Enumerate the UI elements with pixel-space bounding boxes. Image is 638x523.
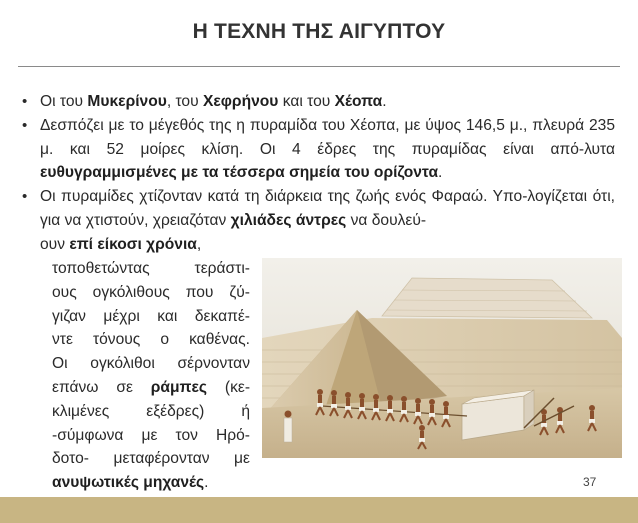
page-title: Η ΤΕΧΝΗ ΤΗΣ ΑΙΓΥΠΤΟΥ (192, 20, 446, 43)
list-item (40, 90, 615, 114)
text-run: Δεσπόζει με το μέγεθός της η πυραμίδα του Χέοπα, με ύψος 146,5 μ., πλευρά 235 μ. και 52 μοίρες κλίση. Οι 4 έδρες της πυραμίδας είναι από-λυτα (40, 116, 615, 158)
bold-term: ράμπες (150, 378, 208, 396)
text-line: ους ογκόλιθους που ζύ- (52, 283, 250, 301)
bold-term: χιλιάδες άντρες (230, 211, 347, 229)
bullet-list (40, 90, 615, 257)
text-run: (κε- (207, 378, 251, 396)
text-run: να δουλεύ- (346, 211, 427, 229)
text-line: -σύμφωνα με τον Ηρό- (52, 426, 250, 444)
text-line: ντε τόνους ο καθένας. (52, 331, 250, 349)
bold-term: επί είκοσι χρόνια (69, 235, 197, 253)
text-run: . (438, 164, 443, 182)
pyramid-construction-illustration (262, 258, 622, 458)
text-line: γιζαν μέχρι και δεκαπέ- (52, 307, 250, 325)
text-line: τοποθετώντας τεράστι- (52, 260, 250, 277)
bold-term: ανυψωτικές μηχανές (52, 474, 205, 492)
page-number: 37 (583, 475, 597, 489)
text-run: Οι του (40, 93, 88, 110)
title-divider (18, 66, 620, 67)
text-run: επάνω σε (52, 378, 151, 396)
bold-term: Χέοπα (334, 93, 383, 110)
text-run: ουν (40, 235, 70, 253)
text-run: , (196, 235, 202, 253)
text-run: Οι πυραμίδες χτίζονταν κατά τη διάρκεια της ζωής ενός Φαραώ. Υπο-λογίζεται ότι, για να χτιστούν, χρειαζόταν (40, 188, 615, 229)
side-paragraph (52, 257, 250, 495)
list-item (40, 114, 615, 185)
bold-term: Χεφρήνου (202, 93, 279, 110)
text-run: . (382, 93, 387, 110)
text-line (52, 471, 250, 495)
bold-term: Μυκερίνου (87, 93, 167, 110)
text-line (52, 376, 250, 400)
text-run: . (204, 474, 209, 492)
text-line: κλιμένες εξέδρες) ή (52, 402, 250, 420)
pyramid-construction-image (262, 258, 622, 458)
text-run: , του (166, 93, 203, 110)
footer-band (0, 497, 638, 523)
text-run: και του (278, 93, 335, 110)
bold-term: ευθυγραμμισμένες με τα τέσσερα σημεία του ορίζοντα (40, 164, 439, 182)
text-line: δοτο- μεταφέρονταν με (52, 450, 250, 468)
text-line: Οι ογκόλιθοι σέρνονταν (52, 355, 250, 373)
list-item (40, 185, 615, 256)
overseer (284, 411, 292, 443)
